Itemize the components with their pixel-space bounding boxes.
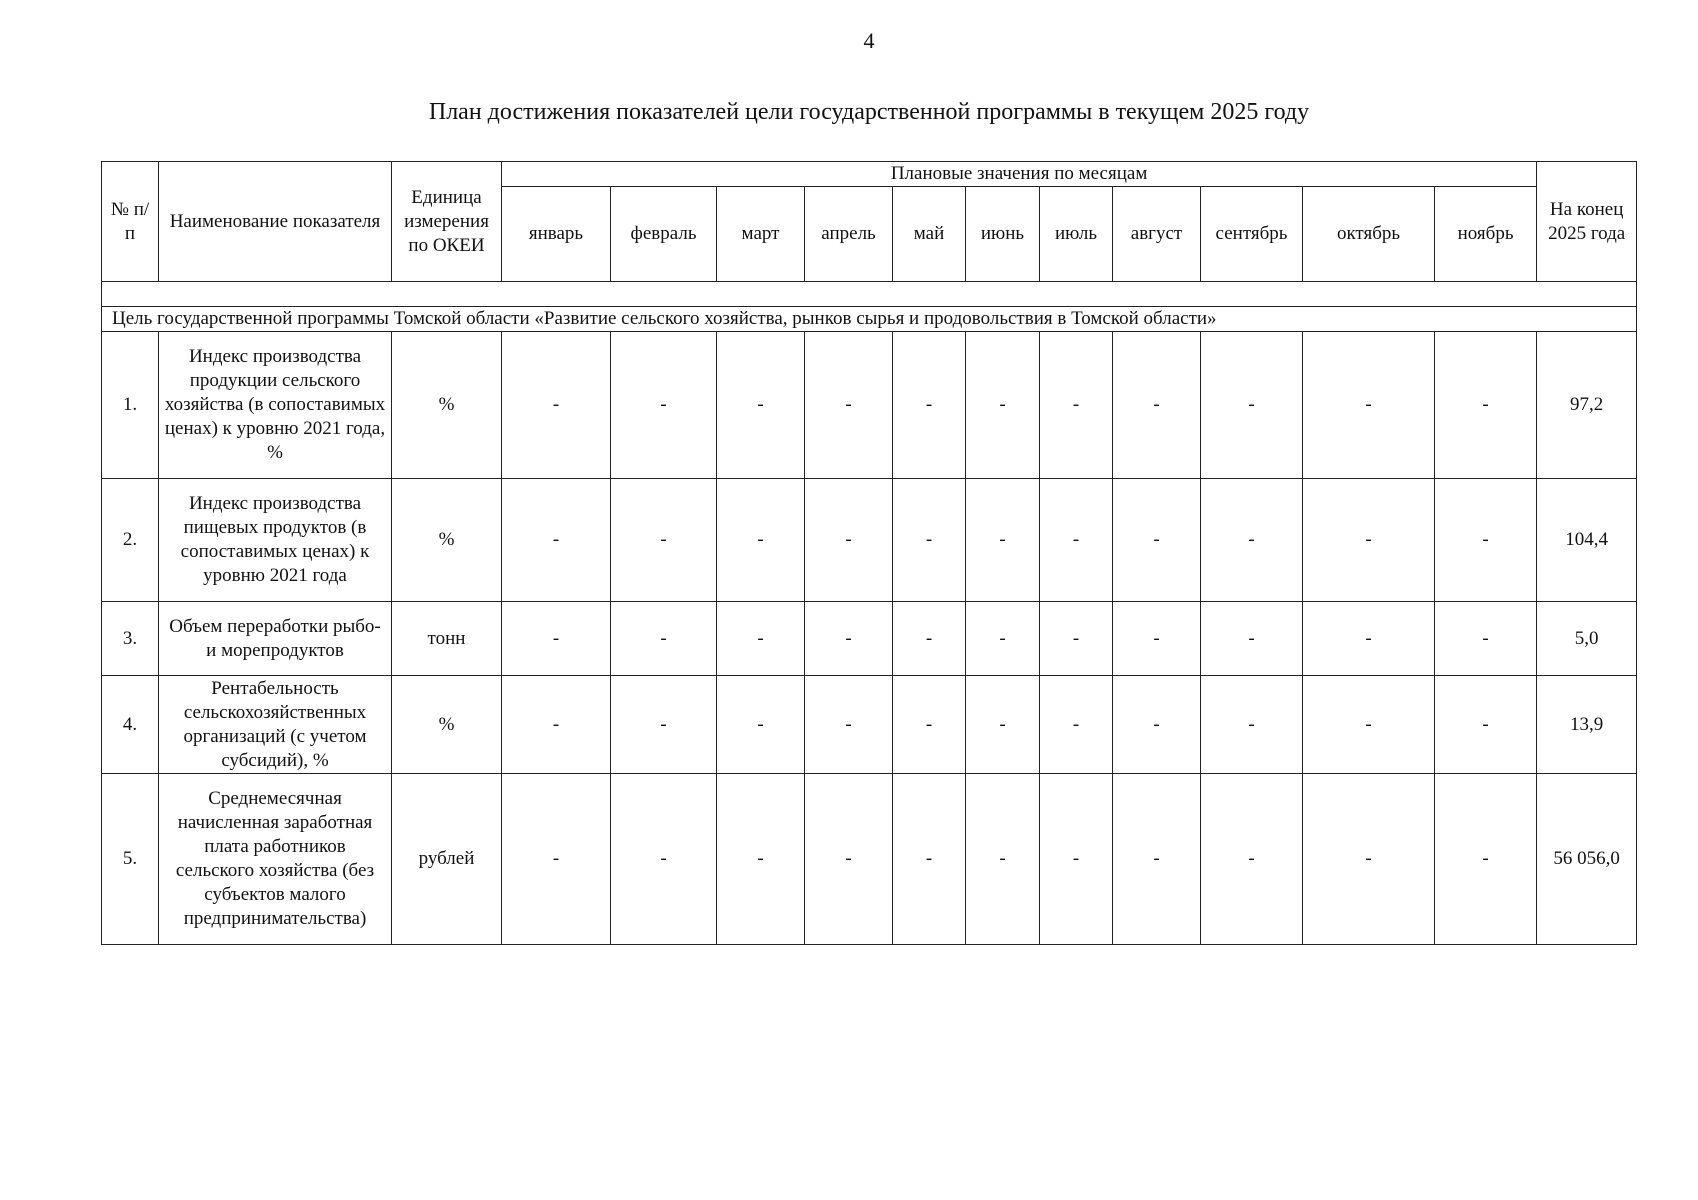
month-value: - [1113,479,1201,602]
month-value: - [717,479,805,602]
month-value: - [1113,332,1201,479]
header-unit: Единица измерения по ОКЕИ [392,162,502,282]
month-value: - [1040,479,1113,602]
month-value: - [717,774,805,945]
month-value: - [611,479,717,602]
month-value: - [893,676,966,774]
year-end-value: 104,4 [1537,479,1637,602]
month-value: - [717,602,805,676]
month-value: - [1113,676,1201,774]
month-value: - [893,332,966,479]
month-value: - [1303,774,1435,945]
month-value: - [502,676,611,774]
month-value: - [502,332,611,479]
header-month: октябрь [1303,187,1435,282]
table-row [102,774,1637,945]
month-value: - [1113,602,1201,676]
month-value: - [1113,774,1201,945]
table-row [102,602,1637,676]
month-value: - [966,676,1040,774]
year-end-value: 56 056,0 [1537,774,1637,945]
month-value: - [717,676,805,774]
month-value: - [805,676,893,774]
month-value: - [1303,676,1435,774]
goal-text: Цель государственной программы Томской области «Развитие сельского хозяйства, рынков сырья и продовольствия в Томской области» [102,307,1637,332]
indicator-name: Индекс производства пищевых продуктов (в сопоставимых ценах) к уровню 2021 года [159,479,392,602]
table-row [102,676,1637,774]
document-title: План достижения показателей цели государственной программы в текущем 2025 году [428,99,1310,125]
page-number: 4 [863,28,875,53]
header-month: июль [1040,187,1113,282]
month-value: - [611,332,717,479]
row-number: 3. [102,602,159,676]
month-value: - [1040,774,1113,945]
header-month: ноябрь [1435,187,1537,282]
unit-cell: % [392,479,502,602]
month-value: - [1303,602,1435,676]
month-value: - [893,479,966,602]
month-value: - [502,602,611,676]
month-value: - [502,479,611,602]
header-month: сентябрь [1201,187,1303,282]
unit-cell: % [392,676,502,774]
header-num: № п/п [102,162,159,282]
table-row [102,479,1637,602]
month-value: - [1040,332,1113,479]
month-value: - [1201,676,1303,774]
month-value: - [966,332,1040,479]
month-value: - [966,774,1040,945]
month-value: - [893,774,966,945]
month-value: - [1201,602,1303,676]
month-value: - [717,332,805,479]
row-number: 1. [102,332,159,479]
month-value: - [1040,676,1113,774]
unit-cell: % [392,332,502,479]
blank-cell [102,282,1637,307]
header-month: март [717,187,805,282]
goal-row [102,307,1637,332]
table-row [102,332,1637,479]
month-value: - [611,676,717,774]
month-value: - [611,774,717,945]
month-value: - [1201,479,1303,602]
month-value: - [1435,676,1537,774]
header-year-end: На конец 2025 года [1537,162,1637,282]
unit-cell: тонн [392,602,502,676]
month-value: - [611,602,717,676]
month-value: - [1303,332,1435,479]
year-end-value: 5,0 [1537,602,1637,676]
month-value: - [1435,479,1537,602]
header-month: май [893,187,966,282]
unit-cell: рублей [392,774,502,945]
indicator-name: Объем переработки рыбо- и морепродуктов [159,602,392,676]
row-number: 2. [102,479,159,602]
month-value: - [805,479,893,602]
indicators-table [101,161,1637,945]
indicator-name: Рентабельность сельскохозяйственных организаций (с учетом субсидий), % [159,676,392,774]
month-value: - [1040,602,1113,676]
month-value: - [966,602,1040,676]
month-value: - [893,602,966,676]
month-value: - [805,602,893,676]
indicator-name: Индекс производства продукции сельского хозяйства (в сопоставимых ценах) к уровню 2021 года, % [159,332,392,479]
month-value: - [966,479,1040,602]
month-value: - [805,332,893,479]
header-month: август [1113,187,1201,282]
header-planned-by-month: Плановые значения по месяцам [502,162,1537,187]
header-month: январь [502,187,611,282]
blank-row [102,282,1637,307]
month-value: - [1201,332,1303,479]
month-value: - [805,774,893,945]
header-month: февраль [611,187,717,282]
header-name: Наименование показателя [159,162,392,282]
indicator-name: Среднемесячная начисленная заработная плата работников сельского хозяйства (без субъектов малого предпринимательства) [159,774,392,945]
month-value: - [502,774,611,945]
month-value: - [1303,479,1435,602]
row-number: 5. [102,774,159,945]
row-number: 4. [102,676,159,774]
month-value: - [1435,602,1537,676]
month-value: - [1201,774,1303,945]
year-end-value: 13,9 [1537,676,1637,774]
month-value: - [1435,332,1537,479]
month-value: - [1435,774,1537,945]
year-end-value: 97,2 [1537,332,1637,479]
header-month: апрель [805,187,893,282]
header-month: июнь [966,187,1040,282]
